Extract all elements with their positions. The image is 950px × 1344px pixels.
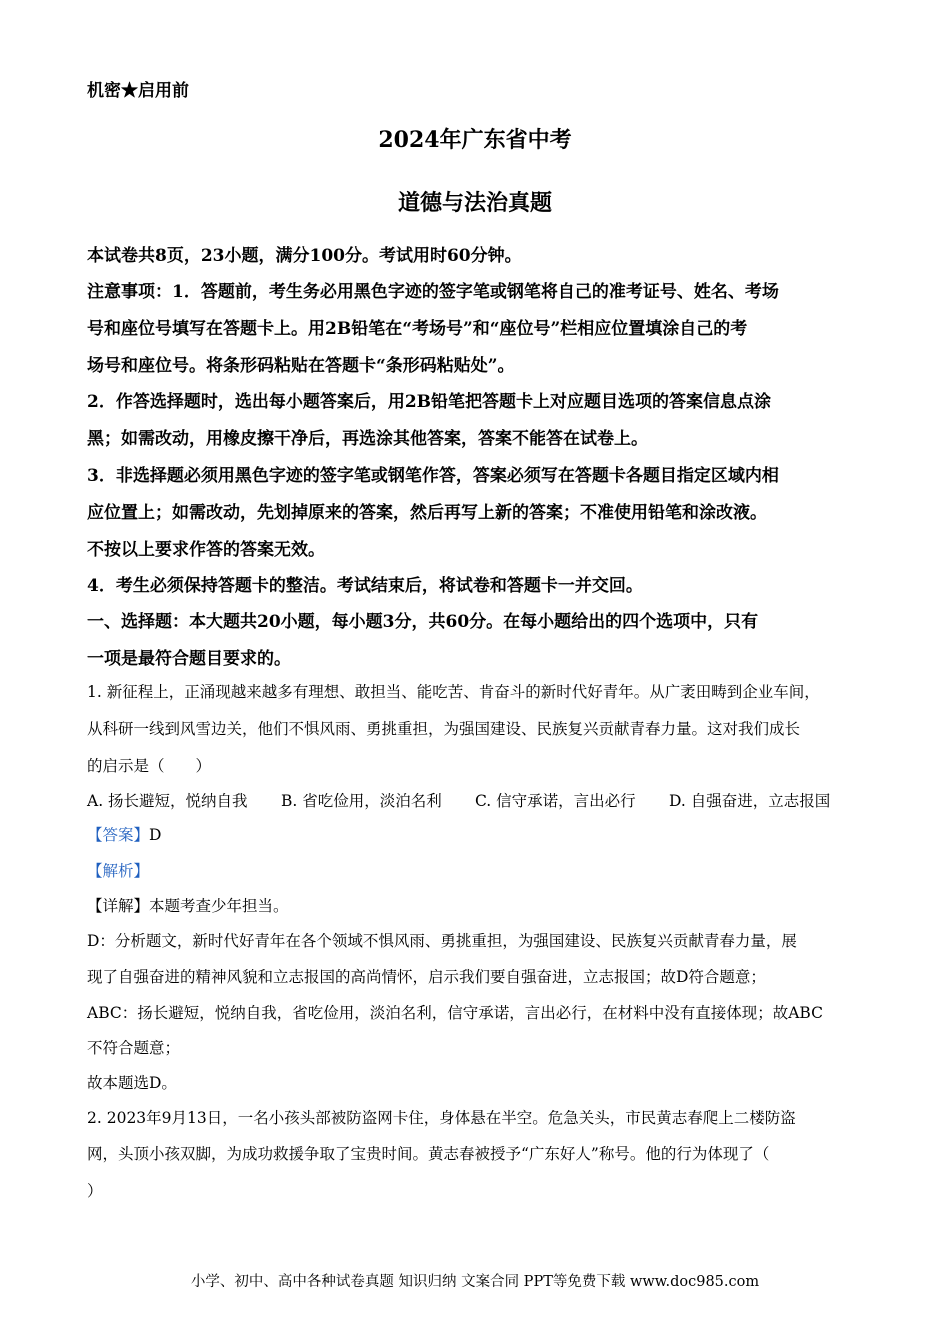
instruction-line: 4．考生必须保持答题卡的整洁。考试结束后，将试卷和答题卡一并交回。 — [87, 576, 643, 596]
instruction-line: 应位置上；如需改动，先划掉原来的答案，然后再写上新的答案；不准使用铅笔和涂改液。 — [87, 503, 767, 523]
answer-tag: 【答案】 — [87, 826, 150, 844]
answer-line — [87, 823, 161, 845]
instruction-line: 3．非选择题必须用黑色字迹的签字笔或钢笔作答，答案必须写在答题卡各题目指定区域内相 — [87, 466, 779, 486]
answer-value: D — [149, 826, 162, 844]
question-1-stem: 从科研一线到风雪边关，他们不惧风雨、勇挑重担，为强国建设、民族复兴贡献青春力量。这对我们成长 — [87, 720, 801, 738]
confidential-mark: 机密★启用前 — [87, 81, 189, 101]
instruction-line: 场号和座位号。将条形码粘贴在答题卡“条形码粘贴处”。 — [87, 356, 515, 376]
instruction-line: 注意事项：1．答题前，考生务必用黑色字迹的签字笔或钢笔将自己的准考证号、姓名、考场 — [87, 282, 779, 302]
detail-line: 现了自强奋进的精神风貌和立志报国的高尚情怀，启示我们要自强奋进，立志报国；故D符合题意； — [87, 968, 766, 986]
instruction-line: 号和座位号填写在答题卡上。用2B铅笔在“考场号”和“座位号”栏相应位置填涂自己的考 — [87, 319, 748, 339]
instruction-line: 黑；如需改动，用橡皮擦干净后，再选涂其他答案，答案不能答在试卷上。 — [87, 429, 648, 449]
instruction-line: 不按以上要求作答的答案无效。 — [87, 540, 325, 560]
option-a: A. 扬长避短，悦纳自我 — [87, 792, 248, 810]
section-heading: 一、选择题：本大题共20小题，每小题3分，共60分。在每小题给出的四个选项中，只有 — [87, 612, 759, 632]
detail-line: 不符合题意； — [87, 1039, 181, 1057]
question-1-stem: 1. 新征程上，正涌现越来越多有理想、敢担当、能吃苦、肯奋斗的新时代好青年。从广袤田畴到企业车间， — [87, 683, 820, 701]
question-2-stem: 2. 2023年9月13日，一名小孩头部被防盗网卡住，身体悬在半空。危急关头，市民黄志春爬上二楼防盗 — [87, 1109, 796, 1127]
detail-line: 【详解】本题考查少年担当。 — [87, 897, 289, 915]
page-title: 2024年广东省中考 — [378, 127, 572, 153]
exam-summary: 本试卷共8页，23小题，满分100分。考试用时60分钟。 — [87, 246, 522, 266]
instruction-line: 2．作答选择题时，选出每小题答案后，用2B铅笔把答题卡上对应题目选项的答案信息点涂 — [87, 392, 772, 412]
option-d: D. 自强奋进，立志报国 — [669, 792, 831, 810]
option-b: B. 省吃俭用，淡泊名利 — [281, 792, 442, 810]
detail-line: 故本题选D。 — [87, 1074, 177, 1092]
section-heading: 一项是最符合题目要求的。 — [87, 649, 291, 669]
question-2-stem: ） — [87, 1182, 103, 1200]
page-subtitle: 道德与法治真题 — [397, 190, 552, 216]
question-2-stem: 网，头顶小孩双脚，为成功救援争取了宝贵时间。黄志春被授予“广东好人”称号。他的行为体现了（ — [87, 1145, 770, 1163]
detail-line: D：分析题文，新时代好青年在各个领域不惧风雨、勇挑重担，为强国建设、民族复兴贡献青春力量，展 — [87, 932, 797, 950]
option-c: C. 信守承诺，言出必行 — [475, 792, 636, 810]
question-1-stem: 的启示是（ ） — [87, 757, 212, 775]
page-footer: 小学、初中、高中各种试卷真题 知识归纳 文案合同 PPT等免费下载 www.doc985.com — [190, 1274, 760, 1290]
detail-line: ABC：扬长避短，悦纳自我，省吃俭用，淡泊名利，信守承诺，言出必行，在材料中没有直接体现；故ABC — [87, 1004, 823, 1022]
analysis-tag: 【解析】 — [87, 862, 150, 880]
question-1-options — [87, 789, 830, 811]
